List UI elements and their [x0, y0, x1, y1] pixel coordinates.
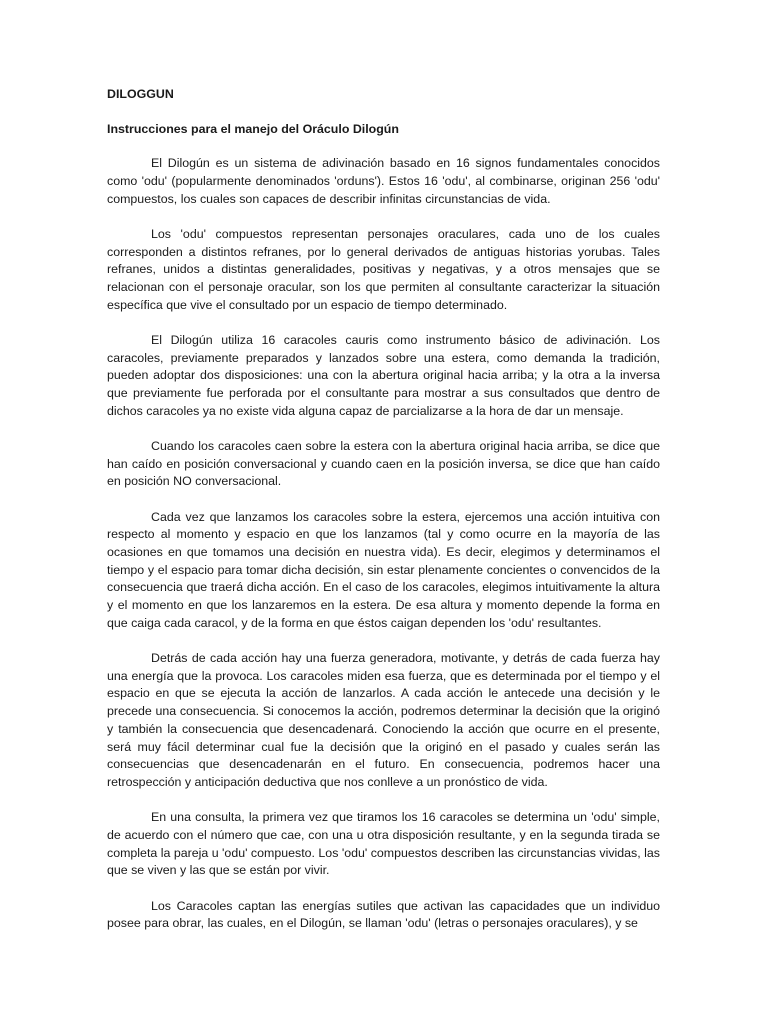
paragraph-6: Detrás de cada acción hay una fuerza generadora, motivante, y detrás de cada fuerza hay una energía que la provoca. Los caracoles miden esa fuerza, que es determinada por el tiempo y el espacio en que se ejecuta la acción de lanzarlos. A cada acción le antecede una decisión y le precede una consecuencia. Si conocemos la acción, podremos determinar la decisión que la originó y también la consecuencia que desencadenará. Conociendo la acción que ocurre en el presente, será muy fácil determinar cual fue la decisión que la originó en el pasado y cuales serán las consecuencias que desencadenarán en el futuro. En consecuencia, podremos hacer una retrospección y anticipación deductiva que nos conlleve a un pronóstico de vida. — [107, 651, 660, 789]
paragraph-7: En una consulta, la primera vez que tiramos los 16 caracoles se determina un 'odu' simple, de acuerdo con el número que cae, con una u otra disposición resultante, y en la segunda tirada se completa la pareja u 'odu' compuesto. Los 'odu' compuestos describen las circunstancias vividas, las que se viven y las que se están por vivir. — [107, 810, 660, 878]
document-page — [107, 86, 660, 950]
paragraph-4: Cuando los caracoles caen sobre la estera con la abertura original hacia arriba, se dice que han caído en posición conversacional y cuando caen en la posición inversa, se dice que han caído en posición NO conversacional. — [107, 439, 660, 489]
paragraph-8: Los Caracoles captan las energías sutiles que activan las capacidades que un individuo posee para obrar, las cuales, en el Dilogún, se llaman 'odu' (letras o personajes oraculares), y se — [107, 898, 660, 931]
paragraph-1: El Dilogún es un sistema de adivinación basado en 16 signos fundamentales conocidos como 'odu' (popularmente denominados 'orduns'). Estos 16 'odu', al combinarse, originan 256 'odu' compuestos, los cuales son capaces de describir infinitas circunstancias de vida. — [107, 156, 660, 206]
paragraph-3: El Dilogún utiliza 16 caracoles cauris como instrumento básico de adivinación. Los caracoles, previamente preparados y lanzados sobre una estera, como demanda la tradición, pueden adoptar dos disposiciones: una con la abertura original hacia arriba; y la otra a la inversa que previamente fue perforada por el consultante para mostrar a sus consultados que dentro de dichos caracoles ya no existe vida alguna capaz de parcializarse a la hora de dar un mensaje. — [107, 333, 660, 418]
document-subtitle: Instrucciones para el manejo del Oráculo Dilogún — [107, 121, 399, 136]
paragraph-5: Cada vez que lanzamos los caracoles sobre la estera, ejercemos una acción intuitiva con respecto al momento y espacio en que los lanzamos (tal y como ocurre en la mayoría de las ocasiones en que tomamos una decisión en nuestra vida). Es decir, elegimos y determinamos el tiempo y el espacio para tomar dicha decisión, sin estar plenamente concientes o convencidos de la consecuencia que traerá dicha acción. En el caso de los caracoles, elegimos intuitivamente la altura y el momento en que los lanzaremos en la estera. De esa altura y momento depende la forma en que caiga cada caracol, y de la forma en que éstos caigan dependen los 'odu' resultantes. — [107, 509, 660, 630]
document-title: DILOGGUN — [107, 87, 174, 101]
paragraph-2: Los 'odu' compuestos representan personajes oraculares, cada uno de los cuales corresponden a distintos refranes, por lo general derivados de antiguas historias yorubas. Tales refranes, unidos a distintas generalidades, positivas y negativas, y a otros mensajes que se relacionan con el personaje oracular, son los que permiten al consultante caracterizar la situación específica que vive el consultado por un espacio de tiempo determinado. — [107, 227, 660, 312]
